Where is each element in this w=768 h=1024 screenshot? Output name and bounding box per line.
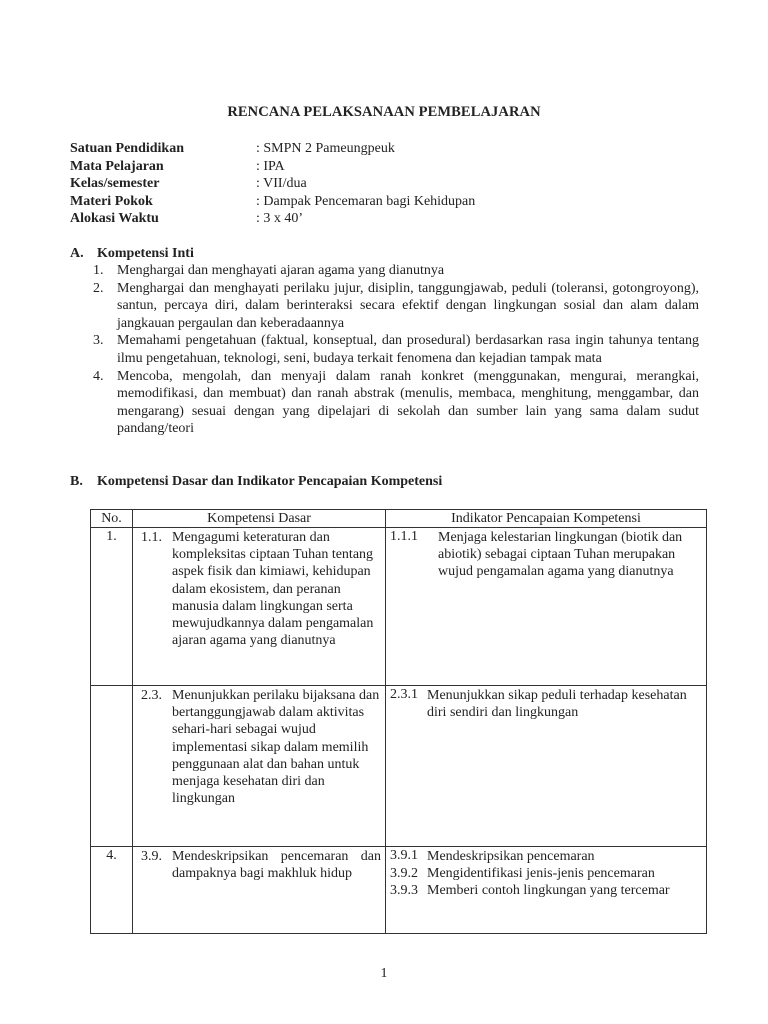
indicator-cell [386, 528, 707, 686]
kd-item [133, 847, 385, 883]
meta-label: Kelas/semester [70, 176, 160, 191]
section-letter: B. [70, 474, 83, 489]
indicator-text: Memberi contoh lingkungan yang tercemar [427, 883, 670, 898]
item-number: 1. [93, 263, 104, 278]
meta-value: : 3 x 40’ [256, 211, 304, 226]
table-header-row [91, 510, 707, 528]
indicator-text: Mengidentifikasi jenis-jenis pencemaran [427, 866, 655, 881]
item-number: 2. [93, 280, 104, 296]
indicator-item [386, 686, 706, 721]
meta-value: : SMPN 2 Pameungpeuk [256, 141, 395, 156]
meta-row-alokasi [70, 210, 475, 228]
kompetensi-inti-list [93, 262, 699, 438]
meta-row-mapel [70, 158, 475, 176]
section-a-heading [70, 245, 194, 263]
section-b-heading [70, 473, 442, 491]
kd-code: 3.9. [141, 849, 162, 864]
meta-row-materi [70, 193, 475, 211]
page-number: 1 [380, 966, 388, 981]
kd-code: 2.3. [141, 688, 162, 703]
indicator-item [386, 847, 706, 865]
document-title: RENCANA PELAKSANAAN PEMBELAJARAN [227, 104, 541, 120]
competency-table [90, 509, 707, 934]
header-kompetensi-dasar: Kompetensi Dasar [133, 510, 386, 528]
item-number: 3. [93, 333, 104, 349]
indicator-code: 3.9.1 [390, 848, 418, 863]
meta-row-kelas [70, 175, 475, 193]
table-row [91, 686, 707, 847]
indicator-item [386, 882, 706, 899]
meta-label: Materi Pokok [70, 193, 153, 209]
item-text: Memahami pengetahuan (faktual, konseptual, dan prosedural) berdasarkan rasa ingin tahunya tentang ilmu pengetahuan, teknologi, seni, budaya terkait fenomena dan kejadian tampak mata [117, 333, 699, 366]
indicator-item [386, 865, 706, 882]
indicator-code: 3.9.2 [390, 866, 418, 881]
meta-value: : VII/dua [256, 176, 307, 191]
indicator-code: 1.1.1 [390, 529, 418, 544]
item-number: 4. [93, 368, 104, 384]
identity-block [70, 140, 475, 228]
list-item [93, 332, 699, 367]
item-text: Menghargai dan menghayati perilaku jujur, disiplin, tanggungjawab, peduli (toleransi, gotongroyong), santun, percaya diri, dalam berinteraksi secara efektif dengan lingkungan sosial dan alam dalam jangkauan pergaulan dan keberadaannya [117, 280, 699, 331]
list-item [93, 280, 699, 333]
section-letter: A. [70, 246, 84, 261]
kd-code: 1.1. [141, 530, 162, 545]
indicator-cell [386, 847, 707, 934]
item-text: Mencoba, mengolah, dan menyaji dalam ranah konkret (menggunakan, mengurai, merangkai, memodifikasi, dan membuat) dan ranah abstrak (menulis, membaca, menghitung, menggambar, dan mengarang) sesuai dengan yang dipelajari di sekolah dan sumber lain yang sama dalam sudut pandang/teori [117, 368, 699, 437]
indicator-item [386, 528, 706, 580]
header-no: No. [91, 510, 133, 528]
row-number: 1. [91, 528, 133, 686]
indicator-cell [386, 686, 707, 847]
kd-cell [133, 847, 386, 934]
list-item [93, 262, 699, 280]
section-title: Kompetensi Dasar dan Indikator Pencapaian Kompetensi [97, 474, 443, 489]
list-item [93, 368, 699, 438]
indicator-code: 2.3.1 [390, 687, 418, 702]
kd-item [133, 528, 385, 650]
kd-cell [133, 686, 386, 847]
table-row [91, 847, 707, 934]
row-number: 4. [91, 847, 133, 934]
table-row [91, 528, 707, 686]
indicator-text: Menunjukkan sikap peduli terhadap kesehatan diri sendiri dan lingkungan [427, 688, 687, 720]
meta-label: Mata Pelajaran [70, 158, 164, 174]
item-text: Menghargai dan menghayati ajaran agama yang dianutnya [117, 263, 445, 278]
kd-text: Menunjukkan perilaku bijaksana dan bertanggungjawab dalam aktivitas sehari-hari sebagai wujud implementasi sikap dalam memilih penggunaan alat dan bahan untuk menjaga kesehatan diri dan lingkungan [172, 688, 380, 807]
indicator-text: Mendeskripsikan pencemaran [427, 849, 595, 864]
header-indikator: Indikator Pencapaian Kompetensi [386, 510, 707, 528]
meta-label: Alokasi Waktu [70, 211, 159, 226]
indicator-code: 3.9.3 [390, 883, 418, 898]
kd-item [133, 686, 385, 808]
meta-value: : IPA [256, 158, 285, 174]
kd-cell [133, 528, 386, 686]
kd-text: Mendeskripsikan pencemaran dan dampaknya bagi makhluk hidup [172, 849, 381, 882]
kd-text: Mengagumi keteraturan dan kompleksitas ciptaan Tuhan tentang aspek fisik dan kimiawi, kehidupan dalam ekosistem, dan peranan manusia dalam lingkungan serta mewujudkannya dalam pengamalan ajaran agama yang dianutnya [172, 530, 374, 649]
indicator-text: Menjaga kelestarian lingkungan (biotik dan abiotik) sebagai ciptaan Tuhan merupakan wujud pengamalan agama yang dianutnya [438, 530, 683, 579]
meta-row-satuan [70, 140, 475, 158]
meta-label: Satuan Pendidikan [70, 141, 184, 156]
row-number [91, 686, 133, 847]
meta-value: : Dampak Pencemaran bagi Kehidupan [256, 193, 476, 209]
section-title: Kompetensi Inti [97, 246, 194, 261]
